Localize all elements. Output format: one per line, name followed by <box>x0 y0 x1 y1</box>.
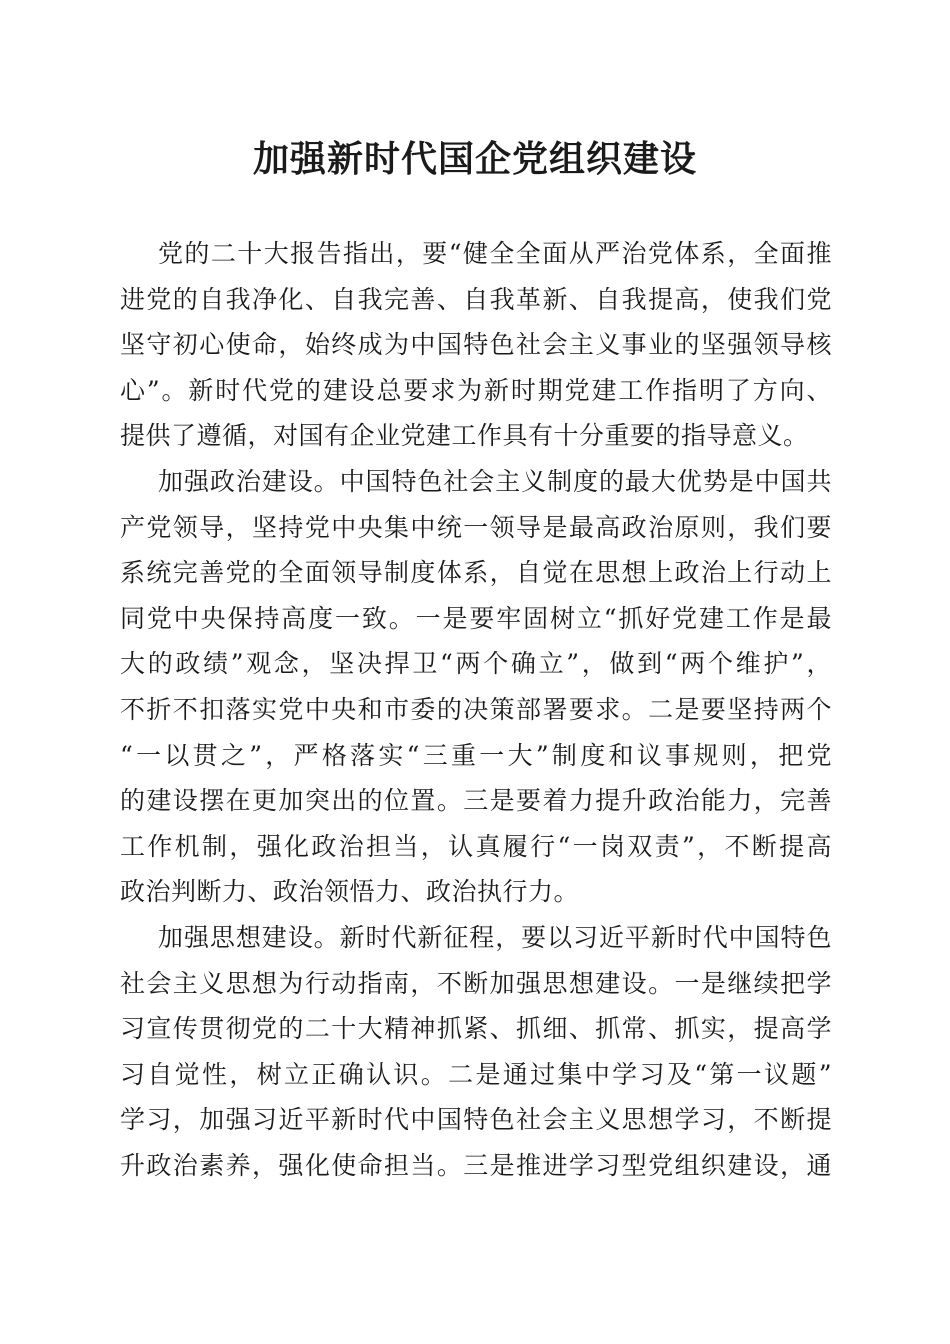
body-text-line: 加强政治建设。中国特色社会主义制度的最大优势是中国共 <box>158 466 832 496</box>
body-text-line: 不折不扣落实党中央和市委的决策部署要求。二是要坚持两个 <box>120 694 832 724</box>
body-text-line: 系统完善党的全面领导制度体系，自觉在思想上政治上行动上 <box>120 558 832 588</box>
body-text-line: 坚守初心使命，始终成为中国特色社会主义事业的坚强领导核 <box>120 330 832 360</box>
body-text-line: 社会主义思想为行动指南，不断加强思想建设。一是继续把学 <box>120 968 832 998</box>
body-text-line: 提供了遵循，对国有企业党建工作具有十分重要的指导意义。 <box>120 421 809 451</box>
body-text-line: 同党中央保持高度一致。一是要牢固树立“抓好党建工作是最 <box>120 603 832 633</box>
body-text-line: 心”。新时代党的建设总要求为新时期党建工作指明了方向、 <box>120 375 832 405</box>
body-text-line: 习自觉性，树立正确认识。二是通过集中学习及“第一议题” <box>120 1059 832 1089</box>
body-text-line: 产党领导，坚持党中央集中统一领导是最高政治原则，我们要 <box>120 512 832 542</box>
body-text-line: 学习，加强习近平新时代中国特色社会主义思想学习，不断提 <box>120 1105 832 1135</box>
body-text-line: 工作机制，强化政治担当，认真履行“一岗双责”，不断提高 <box>120 831 832 861</box>
body-text-line: 的建设摆在更加突出的位置。三是要着力提升政治能力，完善 <box>120 786 832 816</box>
body-text-line: 升政治素养，强化使命担当。三是推进学习型党组织建设，通 <box>120 1150 832 1180</box>
body-text-line: 大的政绩”观念，坚决捍卫“两个确立”，做到“两个维护”， <box>120 649 832 679</box>
body-text-line: 加强思想建设。新时代新征程，要以习近平新时代中国特色 <box>158 922 832 952</box>
document-body <box>120 231 832 1188</box>
body-text-line: 党的二十大报告指出，要“健全全面从严治党体系，全面推 <box>158 239 832 268</box>
body-text-line: 进党的自我净化、自我完善、自我革新、自我提高，使我们党 <box>120 284 832 314</box>
document-title: 加强新时代国企党组织建设 <box>252 138 697 180</box>
body-text-line: “一以贯之”，严格落实“三重一大”制度和议事规则，把党 <box>120 740 832 770</box>
body-text-line: 政治判断力、政治领悟力、政治执行力。 <box>120 877 580 907</box>
body-text-line: 习宣传贯彻党的二十大精神抓紧、抓细、抓常、抓实，提高学 <box>120 1014 832 1044</box>
